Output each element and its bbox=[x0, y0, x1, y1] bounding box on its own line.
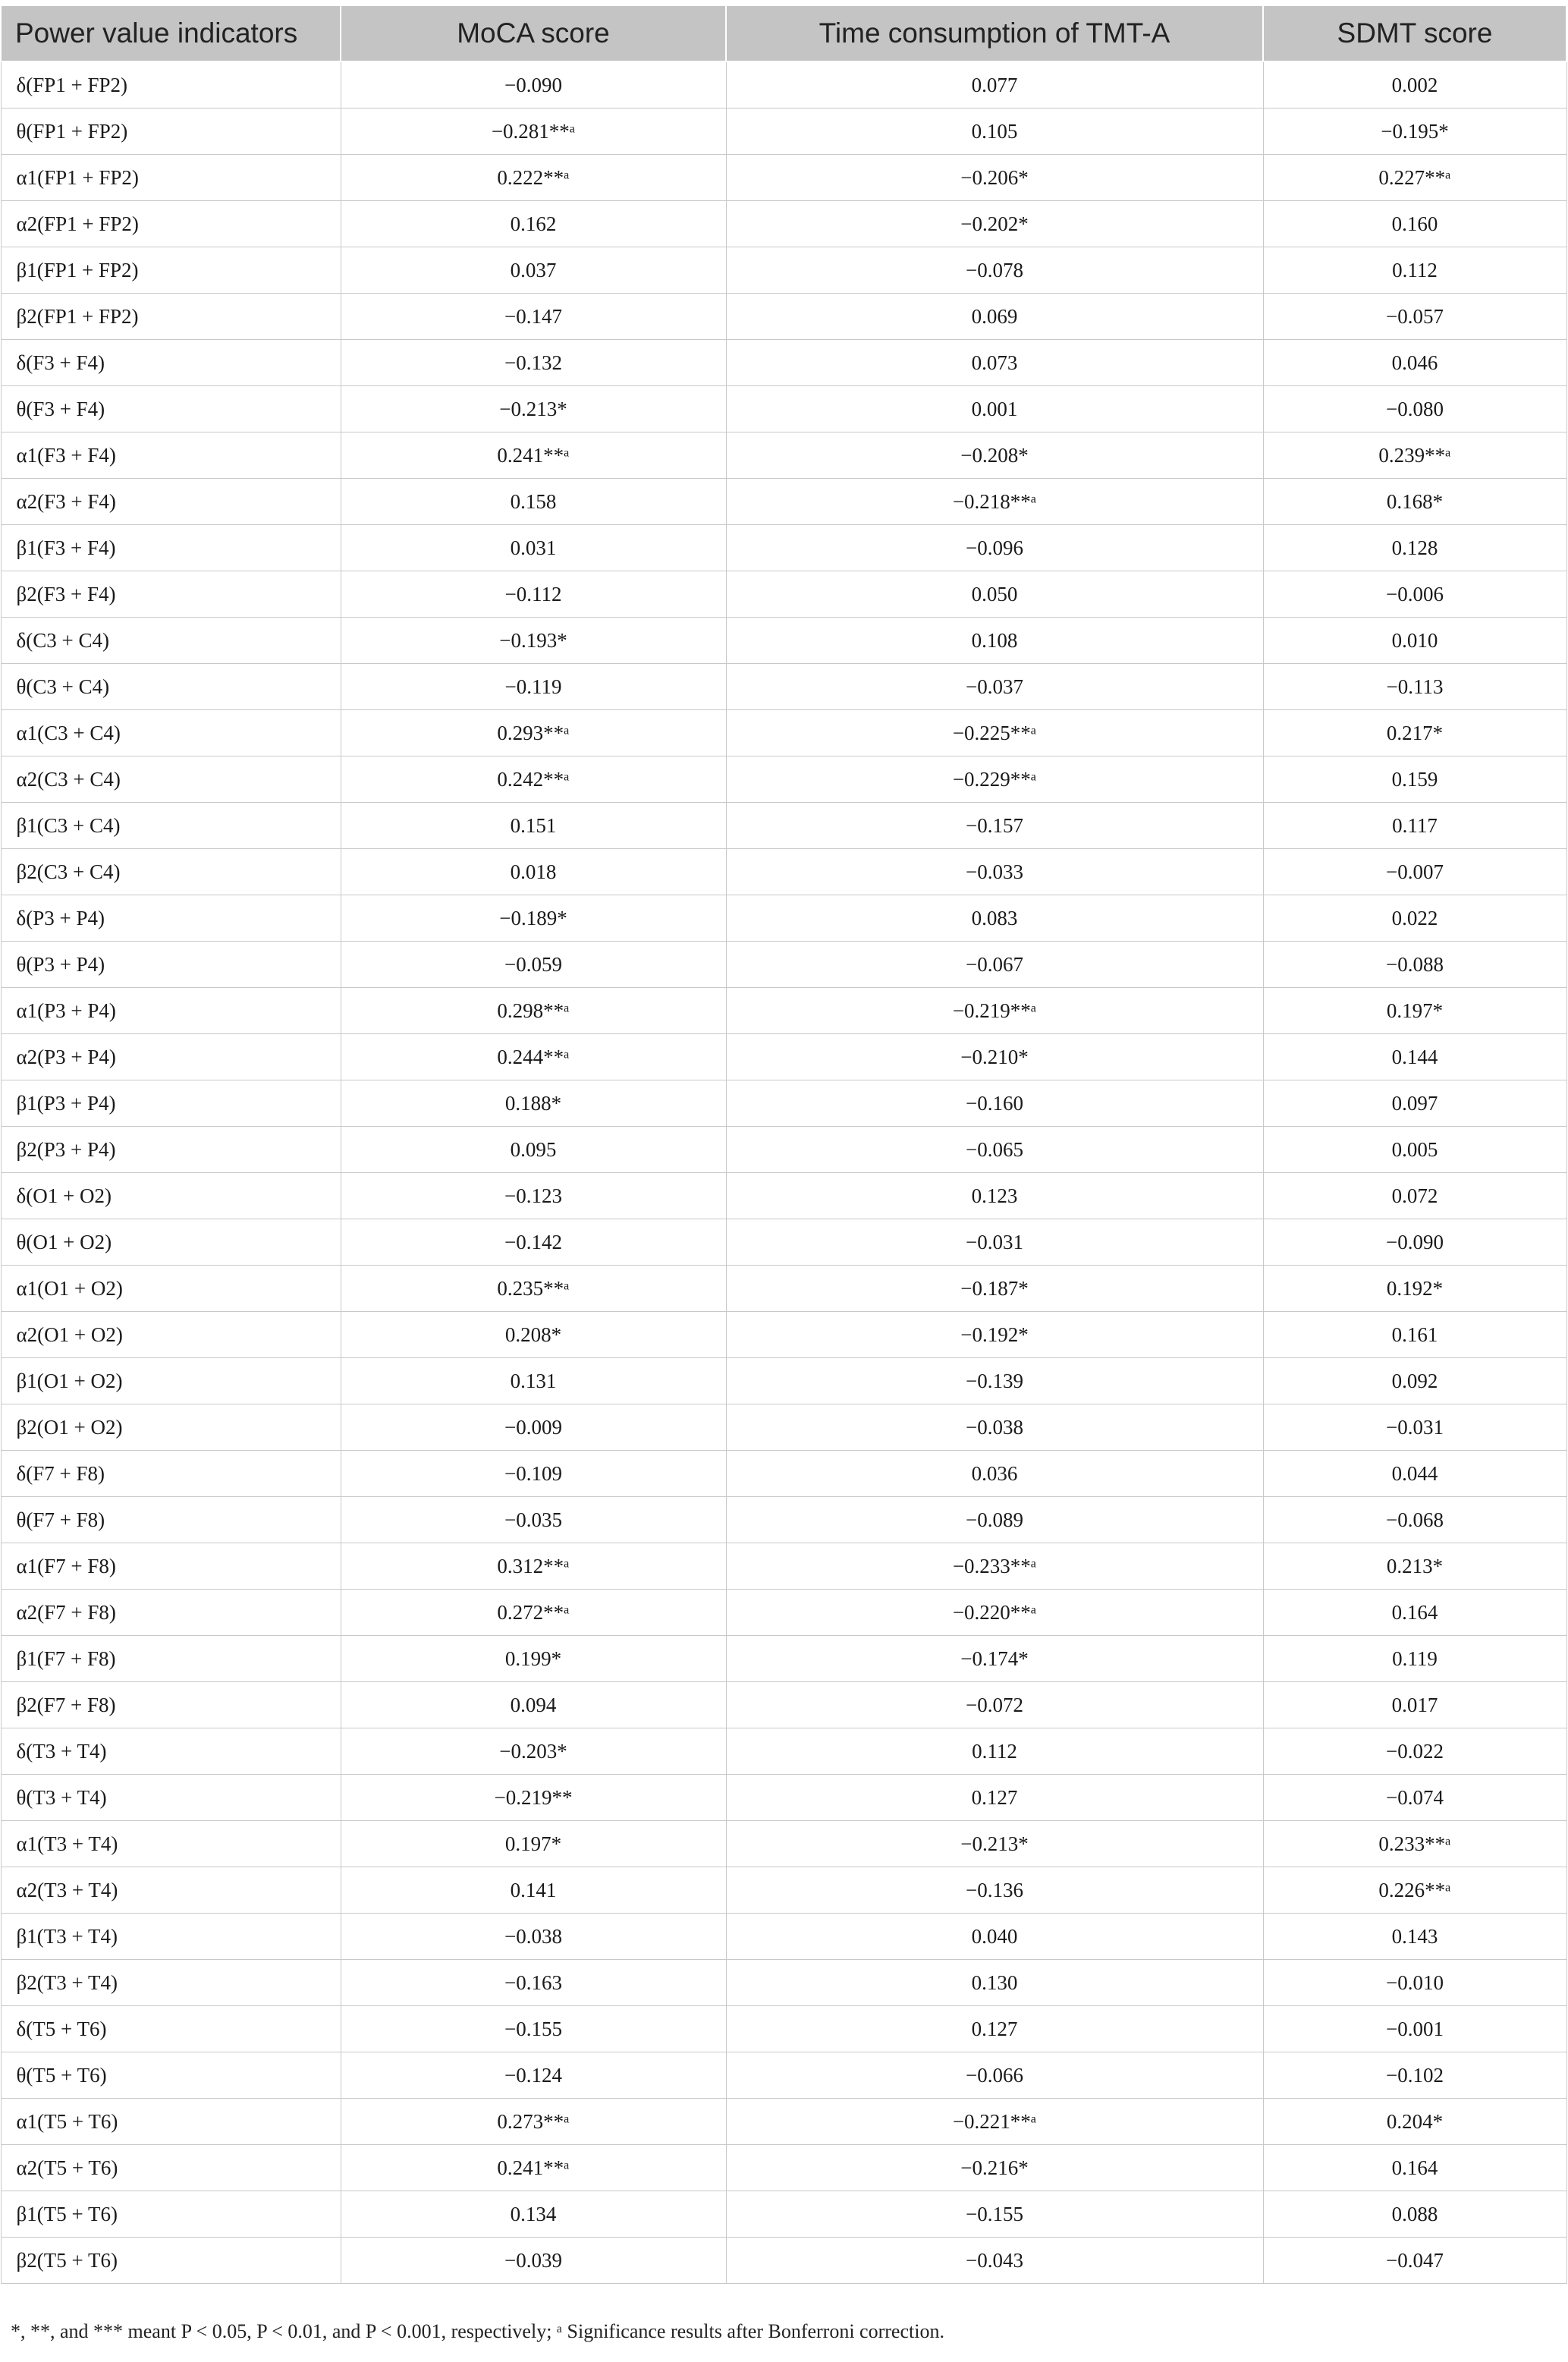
cell-tmt-a: 0.105 bbox=[726, 109, 1263, 155]
table-row bbox=[1, 756, 1566, 803]
cell-tmt-a: 0.108 bbox=[726, 618, 1263, 664]
cell-tmt-a: 0.127 bbox=[726, 1775, 1263, 1821]
table-row bbox=[1, 1914, 1566, 1960]
cell-tmt-a: −0.216* bbox=[726, 2145, 1263, 2191]
header-row bbox=[1, 5, 1566, 61]
cell-indicator: β2(P3 + P4) bbox=[1, 1127, 341, 1173]
cell-indicator: δ(F3 + F4) bbox=[1, 340, 341, 386]
cell-moca: −0.123 bbox=[341, 1173, 726, 1219]
cell-tmt-a: 0.050 bbox=[726, 571, 1263, 618]
cell-moca: −0.219** bbox=[341, 1775, 726, 1821]
cell-moca: −0.155 bbox=[341, 2006, 726, 2052]
cell-moca: −0.163 bbox=[341, 1960, 726, 2006]
cell-tmt-a: −0.187* bbox=[726, 1266, 1263, 1312]
cell-indicator: β1(F3 + F4) bbox=[1, 525, 341, 571]
cell-sdmt: −0.080 bbox=[1263, 386, 1566, 432]
table-row bbox=[1, 1960, 1566, 2006]
table-row bbox=[1, 618, 1566, 664]
cell-sdmt: −0.006 bbox=[1263, 571, 1566, 618]
cell-sdmt: 0.144 bbox=[1263, 1034, 1566, 1080]
cell-tmt-a: −0.038 bbox=[726, 1404, 1263, 1451]
table-footnote: *, **, and *** meant P < 0.05, P < 0.01, and P < 0.001, respectively; ᵃ Significance results after Bonferroni correction. bbox=[11, 2320, 944, 2342]
cell-moca: −0.039 bbox=[341, 2238, 726, 2284]
cell-indicator: β1(F7 + F8) bbox=[1, 1636, 341, 1682]
cell-sdmt: 0.005 bbox=[1263, 1127, 1566, 1173]
cell-moca: 0.095 bbox=[341, 1127, 726, 1173]
cell-moca: −0.112 bbox=[341, 571, 726, 618]
cell-moca: −0.147 bbox=[341, 294, 726, 340]
table-row bbox=[1, 340, 1566, 386]
cell-moca: 0.293**ᵃ bbox=[341, 710, 726, 756]
cell-tmt-a: 0.077 bbox=[726, 61, 1263, 109]
cell-sdmt: 0.168* bbox=[1263, 479, 1566, 525]
cell-sdmt: 0.119 bbox=[1263, 1636, 1566, 1682]
cell-tmt-a: −0.157 bbox=[726, 803, 1263, 849]
cell-tmt-a: −0.225**ᵃ bbox=[726, 710, 1263, 756]
cell-sdmt: 0.213* bbox=[1263, 1543, 1566, 1590]
header-power-value-indicators: Power value indicators bbox=[1, 5, 341, 61]
cell-sdmt: −0.074 bbox=[1263, 1775, 1566, 1821]
cell-sdmt: −0.088 bbox=[1263, 942, 1566, 988]
table-row bbox=[1, 1034, 1566, 1080]
cell-indicator: θ(P3 + P4) bbox=[1, 942, 341, 988]
cell-indicator: α2(O1 + O2) bbox=[1, 1312, 341, 1358]
cell-sdmt: 0.112 bbox=[1263, 247, 1566, 294]
table-row bbox=[1, 294, 1566, 340]
cell-sdmt: −0.057 bbox=[1263, 294, 1566, 340]
table-row bbox=[1, 1682, 1566, 1728]
cell-moca: −0.009 bbox=[341, 1404, 726, 1451]
cell-sdmt: 0.164 bbox=[1263, 2145, 1566, 2191]
table-row bbox=[1, 849, 1566, 895]
cell-moca: −0.132 bbox=[341, 340, 726, 386]
table-row bbox=[1, 571, 1566, 618]
table-row bbox=[1, 803, 1566, 849]
cell-tmt-a: −0.229**ᵃ bbox=[726, 756, 1263, 803]
table-row bbox=[1, 988, 1566, 1034]
cell-tmt-a: 0.083 bbox=[726, 895, 1263, 942]
cell-sdmt: −0.113 bbox=[1263, 664, 1566, 710]
cell-moca: 0.312**ᵃ bbox=[341, 1543, 726, 1590]
cell-sdmt: −0.010 bbox=[1263, 1960, 1566, 2006]
cell-indicator: α1(C3 + C4) bbox=[1, 710, 341, 756]
cell-sdmt: −0.090 bbox=[1263, 1219, 1566, 1266]
table-row bbox=[1, 2006, 1566, 2052]
cell-sdmt: 0.204* bbox=[1263, 2099, 1566, 2145]
cell-moca: −0.090 bbox=[341, 61, 726, 109]
cell-indicator: β1(FP1 + FP2) bbox=[1, 247, 341, 294]
cell-indicator: α2(F3 + F4) bbox=[1, 479, 341, 525]
cell-sdmt: 0.072 bbox=[1263, 1173, 1566, 1219]
header-tmt-a-time: Time consumption of TMT-A bbox=[726, 5, 1263, 61]
cell-indicator: δ(T3 + T4) bbox=[1, 1728, 341, 1775]
cell-indicator: β1(P3 + P4) bbox=[1, 1080, 341, 1127]
cell-tmt-a: −0.155 bbox=[726, 2191, 1263, 2238]
cell-moca: 0.272**ᵃ bbox=[341, 1590, 726, 1636]
cell-sdmt: 0.088 bbox=[1263, 2191, 1566, 2238]
table-row bbox=[1, 1312, 1566, 1358]
table-row bbox=[1, 1497, 1566, 1543]
cell-sdmt: −0.068 bbox=[1263, 1497, 1566, 1543]
cell-moca: 0.018 bbox=[341, 849, 726, 895]
cell-moca: 0.208* bbox=[341, 1312, 726, 1358]
table-row bbox=[1, 1543, 1566, 1590]
cell-tmt-a: −0.031 bbox=[726, 1219, 1263, 1266]
cell-sdmt: 0.143 bbox=[1263, 1914, 1566, 1960]
cell-indicator: α1(F3 + F4) bbox=[1, 432, 341, 479]
table-row bbox=[1, 2052, 1566, 2099]
cell-sdmt: 0.159 bbox=[1263, 756, 1566, 803]
cell-tmt-a: −0.192* bbox=[726, 1312, 1263, 1358]
cell-indicator: δ(T5 + T6) bbox=[1, 2006, 341, 2052]
cell-sdmt: 0.128 bbox=[1263, 525, 1566, 571]
cell-moca: −0.038 bbox=[341, 1914, 726, 1960]
cell-tmt-a: −0.219**ᵃ bbox=[726, 988, 1263, 1034]
cell-indicator: θ(C3 + C4) bbox=[1, 664, 341, 710]
cell-tmt-a: 0.123 bbox=[726, 1173, 1263, 1219]
cell-moca: −0.109 bbox=[341, 1451, 726, 1497]
cell-moca: −0.203* bbox=[341, 1728, 726, 1775]
cell-moca: −0.213* bbox=[341, 386, 726, 432]
table-row bbox=[1, 942, 1566, 988]
table-row bbox=[1, 201, 1566, 247]
cell-indicator: δ(P3 + P4) bbox=[1, 895, 341, 942]
cell-indicator: β2(F7 + F8) bbox=[1, 1682, 341, 1728]
table-row bbox=[1, 1451, 1566, 1497]
cell-tmt-a: −0.078 bbox=[726, 247, 1263, 294]
cell-indicator: β2(O1 + O2) bbox=[1, 1404, 341, 1451]
cell-indicator: β2(T5 + T6) bbox=[1, 2238, 341, 2284]
cell-tmt-a: −0.233**ᵃ bbox=[726, 1543, 1263, 1590]
cell-moca: −0.119 bbox=[341, 664, 726, 710]
cell-sdmt: −0.031 bbox=[1263, 1404, 1566, 1451]
table-row bbox=[1, 386, 1566, 432]
table-row bbox=[1, 2145, 1566, 2191]
table-row bbox=[1, 1775, 1566, 1821]
cell-indicator: β2(F3 + F4) bbox=[1, 571, 341, 618]
cell-indicator: β2(FP1 + FP2) bbox=[1, 294, 341, 340]
cell-sdmt: 0.164 bbox=[1263, 1590, 1566, 1636]
cell-moca: −0.059 bbox=[341, 942, 726, 988]
cell-moca: 0.241**ᵃ bbox=[341, 2145, 726, 2191]
cell-tmt-a: −0.043 bbox=[726, 2238, 1263, 2284]
cell-tmt-a: −0.096 bbox=[726, 525, 1263, 571]
table-row bbox=[1, 525, 1566, 571]
cell-indicator: β1(C3 + C4) bbox=[1, 803, 341, 849]
cell-indicator: δ(O1 + O2) bbox=[1, 1173, 341, 1219]
cell-indicator: α1(T5 + T6) bbox=[1, 2099, 341, 2145]
table-row bbox=[1, 155, 1566, 201]
cell-indicator: α1(FP1 + FP2) bbox=[1, 155, 341, 201]
cell-indicator: α2(C3 + C4) bbox=[1, 756, 341, 803]
cell-moca: 0.151 bbox=[341, 803, 726, 849]
cell-moca: 0.235**ᵃ bbox=[341, 1266, 726, 1312]
cell-sdmt: 0.044 bbox=[1263, 1451, 1566, 1497]
cell-sdmt: −0.007 bbox=[1263, 849, 1566, 895]
cell-sdmt: 0.239**ᵃ bbox=[1263, 432, 1566, 479]
cell-tmt-a: −0.208* bbox=[726, 432, 1263, 479]
cell-sdmt: 0.227**ᵃ bbox=[1263, 155, 1566, 201]
cell-sdmt: −0.102 bbox=[1263, 2052, 1566, 2099]
cell-sdmt: 0.010 bbox=[1263, 618, 1566, 664]
cell-indicator: β2(T3 + T4) bbox=[1, 1960, 341, 2006]
cell-moca: −0.193* bbox=[341, 618, 726, 664]
cell-sdmt: 0.097 bbox=[1263, 1080, 1566, 1127]
table-row bbox=[1, 710, 1566, 756]
table-row bbox=[1, 1404, 1566, 1451]
cell-indicator: α1(O1 + O2) bbox=[1, 1266, 341, 1312]
cell-moca: −0.281**ᵃ bbox=[341, 109, 726, 155]
cell-tmt-a: 0.036 bbox=[726, 1451, 1263, 1497]
cell-tmt-a: −0.136 bbox=[726, 1867, 1263, 1914]
cell-sdmt: 0.226**ᵃ bbox=[1263, 1867, 1566, 1914]
table-row bbox=[1, 1080, 1566, 1127]
cell-tmt-a: −0.033 bbox=[726, 849, 1263, 895]
table-row bbox=[1, 1590, 1566, 1636]
cell-sdmt: 0.017 bbox=[1263, 1682, 1566, 1728]
cell-indicator: α2(T3 + T4) bbox=[1, 1867, 341, 1914]
cell-tmt-a: −0.210* bbox=[726, 1034, 1263, 1080]
cell-tmt-a: −0.037 bbox=[726, 664, 1263, 710]
cell-indicator: δ(FP1 + FP2) bbox=[1, 61, 341, 109]
cell-sdmt: −0.001 bbox=[1263, 2006, 1566, 2052]
cell-moca: 0.158 bbox=[341, 479, 726, 525]
table-header bbox=[1, 5, 1566, 61]
cell-moca: 0.222**ᵃ bbox=[341, 155, 726, 201]
header-moca-score: MoCA score bbox=[341, 5, 726, 61]
table-row bbox=[1, 1867, 1566, 1914]
cell-sdmt: 0.233**ᵃ bbox=[1263, 1821, 1566, 1867]
table-row bbox=[1, 247, 1566, 294]
cell-moca: 0.141 bbox=[341, 1867, 726, 1914]
cell-tmt-a: −0.139 bbox=[726, 1358, 1263, 1404]
cell-tmt-a: −0.066 bbox=[726, 2052, 1263, 2099]
cell-sdmt: 0.160 bbox=[1263, 201, 1566, 247]
table-row bbox=[1, 1636, 1566, 1682]
cell-indicator: α2(F7 + F8) bbox=[1, 1590, 341, 1636]
cell-tmt-a: −0.218**ᵃ bbox=[726, 479, 1263, 525]
cell-indicator: θ(FP1 + FP2) bbox=[1, 109, 341, 155]
cell-indicator: β2(C3 + C4) bbox=[1, 849, 341, 895]
cell-moca: 0.199* bbox=[341, 1636, 726, 1682]
cell-moca: 0.134 bbox=[341, 2191, 726, 2238]
cell-indicator: α1(P3 + P4) bbox=[1, 988, 341, 1034]
cell-indicator: β1(T5 + T6) bbox=[1, 2191, 341, 2238]
cell-sdmt: 0.022 bbox=[1263, 895, 1566, 942]
cell-sdmt: 0.002 bbox=[1263, 61, 1566, 109]
cell-indicator: α2(FP1 + FP2) bbox=[1, 201, 341, 247]
table-body bbox=[1, 61, 1566, 2284]
table-row bbox=[1, 432, 1566, 479]
cell-sdmt: −0.022 bbox=[1263, 1728, 1566, 1775]
table-row bbox=[1, 2191, 1566, 2238]
cell-indicator: θ(O1 + O2) bbox=[1, 1219, 341, 1266]
table-row bbox=[1, 1728, 1566, 1775]
cell-tmt-a: 0.127 bbox=[726, 2006, 1263, 2052]
cell-tmt-a: 0.040 bbox=[726, 1914, 1263, 1960]
cell-moca: 0.094 bbox=[341, 1682, 726, 1728]
cell-tmt-a: 0.001 bbox=[726, 386, 1263, 432]
cell-moca: 0.273**ᵃ bbox=[341, 2099, 726, 2145]
cell-sdmt: −0.195* bbox=[1263, 109, 1566, 155]
header-sdmt-score: SDMT score bbox=[1263, 5, 1566, 61]
cell-moca: −0.124 bbox=[341, 2052, 726, 2099]
table-row bbox=[1, 1358, 1566, 1404]
table-row bbox=[1, 664, 1566, 710]
cell-tmt-a: 0.073 bbox=[726, 340, 1263, 386]
cell-sdmt: 0.046 bbox=[1263, 340, 1566, 386]
cell-sdmt: 0.197* bbox=[1263, 988, 1566, 1034]
cell-tmt-a: −0.221**ᵃ bbox=[726, 2099, 1263, 2145]
cell-tmt-a: −0.213* bbox=[726, 1821, 1263, 1867]
cell-indicator: β1(T3 + T4) bbox=[1, 1914, 341, 1960]
table-row bbox=[1, 1266, 1566, 1312]
cell-moca: −0.035 bbox=[341, 1497, 726, 1543]
cell-moca: 0.298**ᵃ bbox=[341, 988, 726, 1034]
cell-indicator: α1(T3 + T4) bbox=[1, 1821, 341, 1867]
table-row bbox=[1, 61, 1566, 109]
cell-tmt-a: −0.065 bbox=[726, 1127, 1263, 1173]
cell-moca: 0.031 bbox=[341, 525, 726, 571]
cell-indicator: α2(P3 + P4) bbox=[1, 1034, 341, 1080]
table-row bbox=[1, 1173, 1566, 1219]
table-row bbox=[1, 109, 1566, 155]
cell-tmt-a: −0.072 bbox=[726, 1682, 1263, 1728]
cell-tmt-a: 0.069 bbox=[726, 294, 1263, 340]
cell-tmt-a: −0.202* bbox=[726, 201, 1263, 247]
table-row bbox=[1, 479, 1566, 525]
cell-tmt-a: −0.206* bbox=[726, 155, 1263, 201]
cell-moca: 0.244**ᵃ bbox=[341, 1034, 726, 1080]
cell-moca: 0.241**ᵃ bbox=[341, 432, 726, 479]
cell-tmt-a: −0.160 bbox=[726, 1080, 1263, 1127]
table-row bbox=[1, 1219, 1566, 1266]
table-row bbox=[1, 2238, 1566, 2284]
cell-indicator: α1(F7 + F8) bbox=[1, 1543, 341, 1590]
cell-sdmt: 0.092 bbox=[1263, 1358, 1566, 1404]
cell-sdmt: −0.047 bbox=[1263, 2238, 1566, 2284]
cell-indicator: θ(T5 + T6) bbox=[1, 2052, 341, 2099]
table-row bbox=[1, 895, 1566, 942]
cell-tmt-a: −0.067 bbox=[726, 942, 1263, 988]
table-row bbox=[1, 1821, 1566, 1867]
cell-sdmt: 0.192* bbox=[1263, 1266, 1566, 1312]
cell-moca: 0.037 bbox=[341, 247, 726, 294]
cell-indicator: θ(T3 + T4) bbox=[1, 1775, 341, 1821]
cell-indicator: δ(C3 + C4) bbox=[1, 618, 341, 664]
table-row bbox=[1, 2099, 1566, 2145]
cell-tmt-a: 0.112 bbox=[726, 1728, 1263, 1775]
cell-indicator: δ(F7 + F8) bbox=[1, 1451, 341, 1497]
cell-tmt-a: −0.089 bbox=[726, 1497, 1263, 1543]
cell-moca: 0.242**ᵃ bbox=[341, 756, 726, 803]
cell-tmt-a: −0.220**ᵃ bbox=[726, 1590, 1263, 1636]
cell-tmt-a: −0.174* bbox=[726, 1636, 1263, 1682]
cell-moca: 0.197* bbox=[341, 1821, 726, 1867]
cell-indicator: θ(F7 + F8) bbox=[1, 1497, 341, 1543]
cell-sdmt: 0.161 bbox=[1263, 1312, 1566, 1358]
cell-moca: 0.188* bbox=[341, 1080, 726, 1127]
cell-indicator: α2(T5 + T6) bbox=[1, 2145, 341, 2191]
table-row bbox=[1, 1127, 1566, 1173]
cell-moca: 0.131 bbox=[341, 1358, 726, 1404]
cell-moca: 0.162 bbox=[341, 201, 726, 247]
cell-tmt-a: 0.130 bbox=[726, 1960, 1263, 2006]
cell-moca: −0.189* bbox=[341, 895, 726, 942]
cell-indicator: β1(O1 + O2) bbox=[1, 1358, 341, 1404]
cell-sdmt: 0.217* bbox=[1263, 710, 1566, 756]
cell-sdmt: 0.117 bbox=[1263, 803, 1566, 849]
correlation-table bbox=[0, 5, 1567, 2284]
cell-indicator: θ(F3 + F4) bbox=[1, 386, 341, 432]
cell-moca: −0.142 bbox=[341, 1219, 726, 1266]
